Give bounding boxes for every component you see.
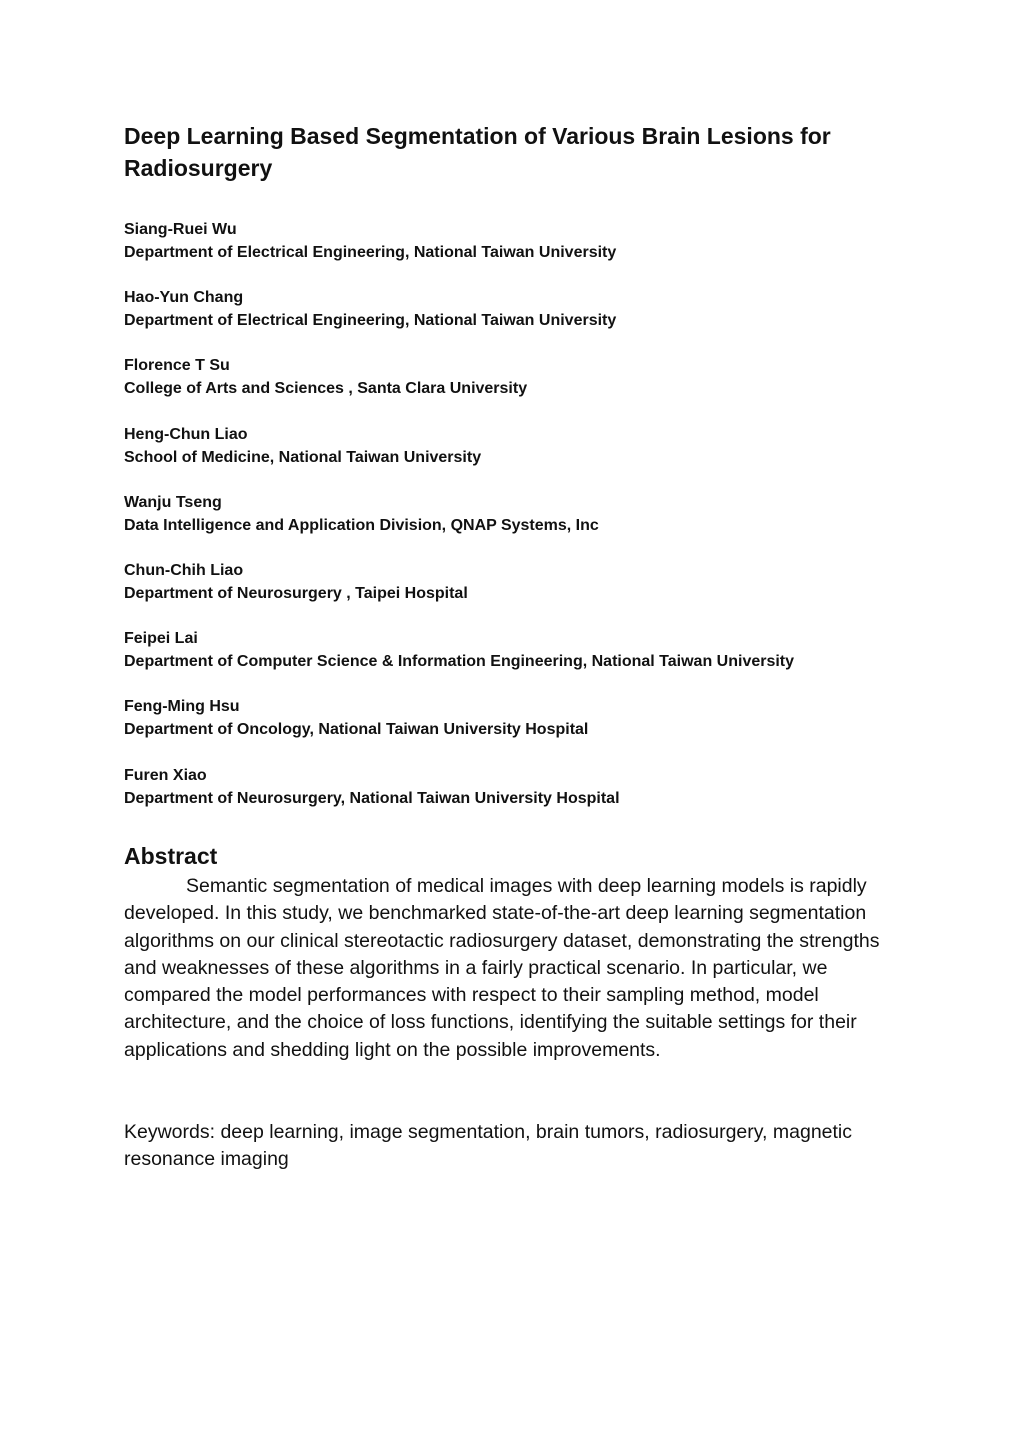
author-affiliation: Data Intelligence and Application Division, QNAP Systems, Inc bbox=[124, 516, 599, 534]
author-entry bbox=[124, 286, 924, 354]
author-affiliation: Department of Computer Science & Information Engineering, National Taiwan University bbox=[124, 653, 795, 671]
author-name: Heng-Chun Liao bbox=[124, 425, 248, 443]
author-name: Chun-Chih Liao bbox=[124, 561, 244, 579]
author-affiliation: School of Medicine, National Taiwan University bbox=[124, 448, 482, 466]
author-affiliation: Department of Oncology, National Taiwan University Hospital bbox=[124, 721, 589, 739]
author-affiliation: College of Arts and Sciences , Santa Clara University bbox=[124, 380, 528, 398]
author-affiliation: Department of Electrical Engineering, National Taiwan University bbox=[124, 312, 617, 330]
author-entry bbox=[124, 491, 924, 559]
author-affiliation: Department of Electrical Engineering, National Taiwan University bbox=[124, 244, 617, 261]
author-affiliation: Department of Neurosurgery, National Taiwan University Hospital bbox=[124, 789, 620, 807]
abstract-text: Semantic segmentation of medical images with deep learning models is rapidly developed. In this study, we benchmarked state-of-the-art deep learning segmentation algorithms on our clinical stereotactic radiosurgery dataset, demonstrating the strengths and weaknesses of these algorithms in a fairly practical scenario. In particular, we compared the model performances with respect to their sampling method, model architecture, and the choice of loss functions, identifying the suitable settings for their applications and shedding light on the possible improvements. bbox=[124, 875, 880, 1061]
author-name: Hao-Yun Chang bbox=[124, 289, 244, 307]
author-entry bbox=[124, 559, 924, 627]
author-name: Siang-Ruei Wu bbox=[124, 221, 237, 238]
author-entry bbox=[124, 695, 924, 763]
author-name: Florence T Su bbox=[124, 357, 230, 375]
abstract-heading: Abstract bbox=[124, 843, 218, 869]
author-entry bbox=[124, 423, 924, 491]
author-name: Furen Xiao bbox=[124, 766, 207, 784]
author-list bbox=[124, 218, 924, 832]
keywords: Keywords: deep learning, image segmentation, brain tumors, radiosurgery, magnetic resonance imaging bbox=[124, 1121, 853, 1171]
paper-title: Deep Learning Based Segmentation of Various Brain Lesions for Radiosurgery bbox=[124, 123, 831, 181]
author-entry bbox=[124, 354, 924, 422]
author-entry bbox=[124, 627, 924, 695]
author-entry bbox=[124, 764, 924, 832]
author-affiliation: Department of Neurosurgery , Taipei Hospital bbox=[124, 584, 468, 602]
author-name: Feng-Ming Hsu bbox=[124, 698, 240, 716]
author-name: Feipei Lai bbox=[124, 630, 198, 648]
author-entry bbox=[124, 218, 924, 286]
author-name: Wanju Tseng bbox=[124, 493, 222, 511]
